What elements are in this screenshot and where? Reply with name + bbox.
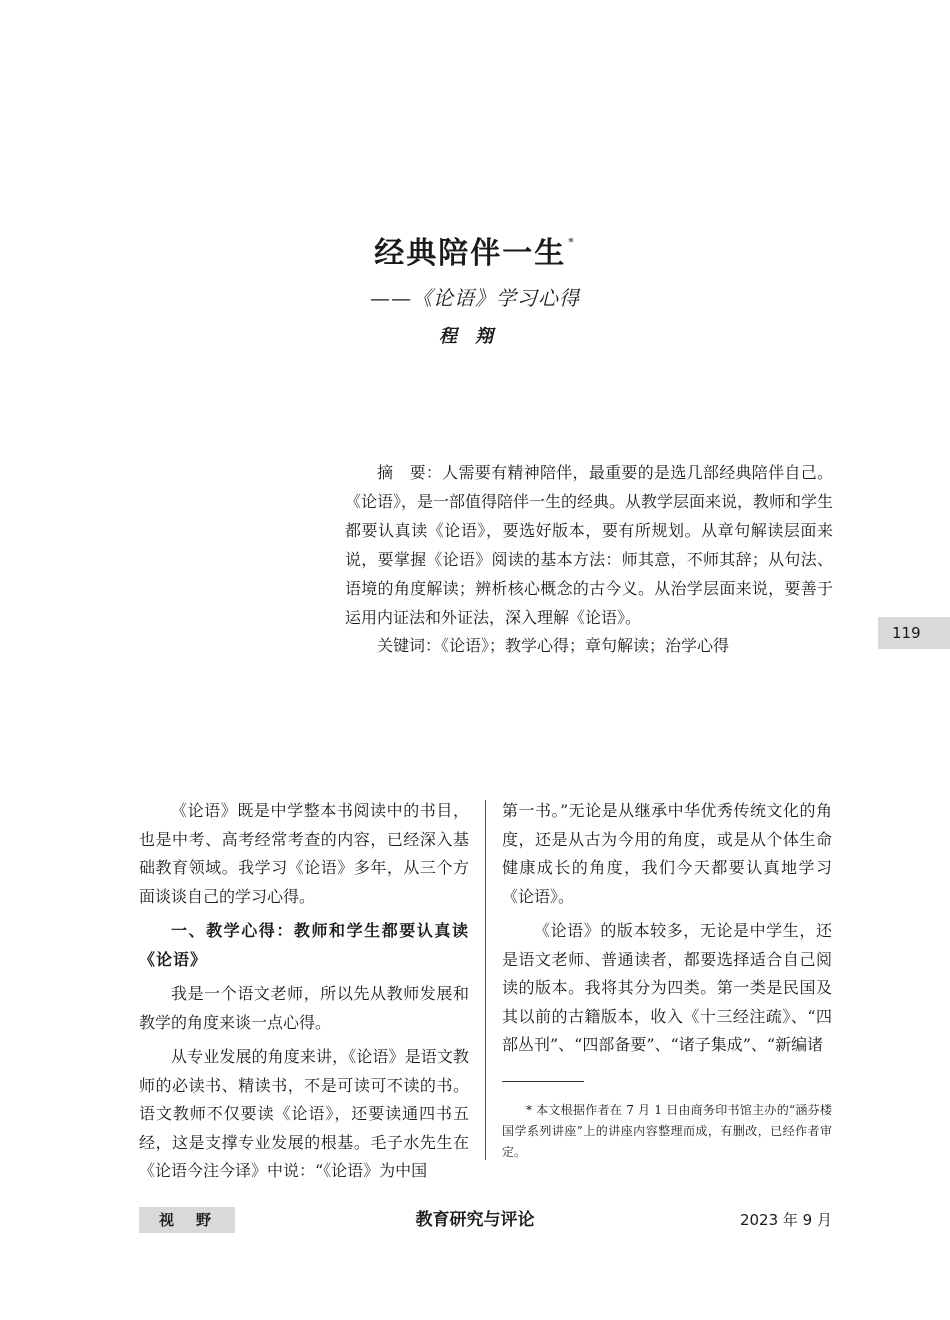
title-footnote-mark: * xyxy=(568,236,576,249)
keywords: 关键词：《论语》；教学心得；章句解读；治学心得 xyxy=(377,636,730,655)
body-left-column xyxy=(139,797,469,1192)
section-heading: 一、教学心得：教师和学生都要认真读《论语》 xyxy=(139,921,469,969)
page-number-tab: 119 xyxy=(878,617,950,649)
author-name: 程翔 xyxy=(439,326,511,347)
journal-name: 教育研究与评论 xyxy=(415,1210,535,1230)
footnote-rule xyxy=(502,1081,584,1082)
abstract: 摘 要：人需要有精神陪伴，最重要的是选几部经典陪伴自己。《论语》，是一部值得陪伴一生的经典。从教学层面来说，教师和学生都要认真读《论语》，要选好版本，要有所规划。从章句解读层面来说，要掌握《论语》阅读的基本方法：师其意，不师其辞；从句法、语境的角度解读；辨析核心概念的古今义。从治学层面来说，要善于运用内证法和外证法，深入理解《论语》。 xyxy=(345,463,834,627)
issue-date: 2023 年 9 月 xyxy=(739,1211,832,1229)
article-subtitle: ——《论语》学习心得 xyxy=(370,286,580,310)
paragraph: 《论语》的版本较多，无论是中学生，还是语文老师、普通读者，都要选择适合自己阅读的版本。我将其分为四类。第一类是民国及其以前的古籍版本，收入《十三经注疏》、“四部丛刊”、“四部备要”、“诸子集成”、“新编诸 xyxy=(502,921,832,1054)
section-label: 视野 xyxy=(139,1207,235,1233)
column-divider xyxy=(485,800,486,1160)
paragraph: 《论语》既是中学整本书阅读中的书目，也是中考、高考经常考查的内容，已经深入基础教育领域。我学习《论语》多年，从三个方面谈谈自己的学习心得。 xyxy=(139,801,469,906)
body-right-column xyxy=(502,797,832,1066)
paragraph: 从专业发展的角度来讲，《论语》是语文教师的必读书、精读书，不是可读可不读的书。语文教师不仅要读《论语》，还要读通四书五经，这是支撑专业发展的根基。毛子水先生在《论语今注今译》中说：“《论语》为中国 xyxy=(139,1047,469,1180)
title-text: 经典陪伴一生 xyxy=(374,236,567,271)
paragraph: 我是一个语文老师，所以先从教师发展和教学的角度来谈一点心得。 xyxy=(139,984,469,1032)
paragraph: 第一书。”无论是从继承中华优秀传统文化的角度，还是从古为今用的角度，或是从个体生命健康成长的角度，我们今天都要认真地学习《论语》。 xyxy=(502,801,832,906)
article-title xyxy=(0,228,950,272)
footnote: * 本文根据作者在 7 月 1 日由商务印书馆主办的“涵芬楼国学系列讲座”上的讲座内容整理而成，有删改，已经作者审定。 xyxy=(502,1103,832,1159)
